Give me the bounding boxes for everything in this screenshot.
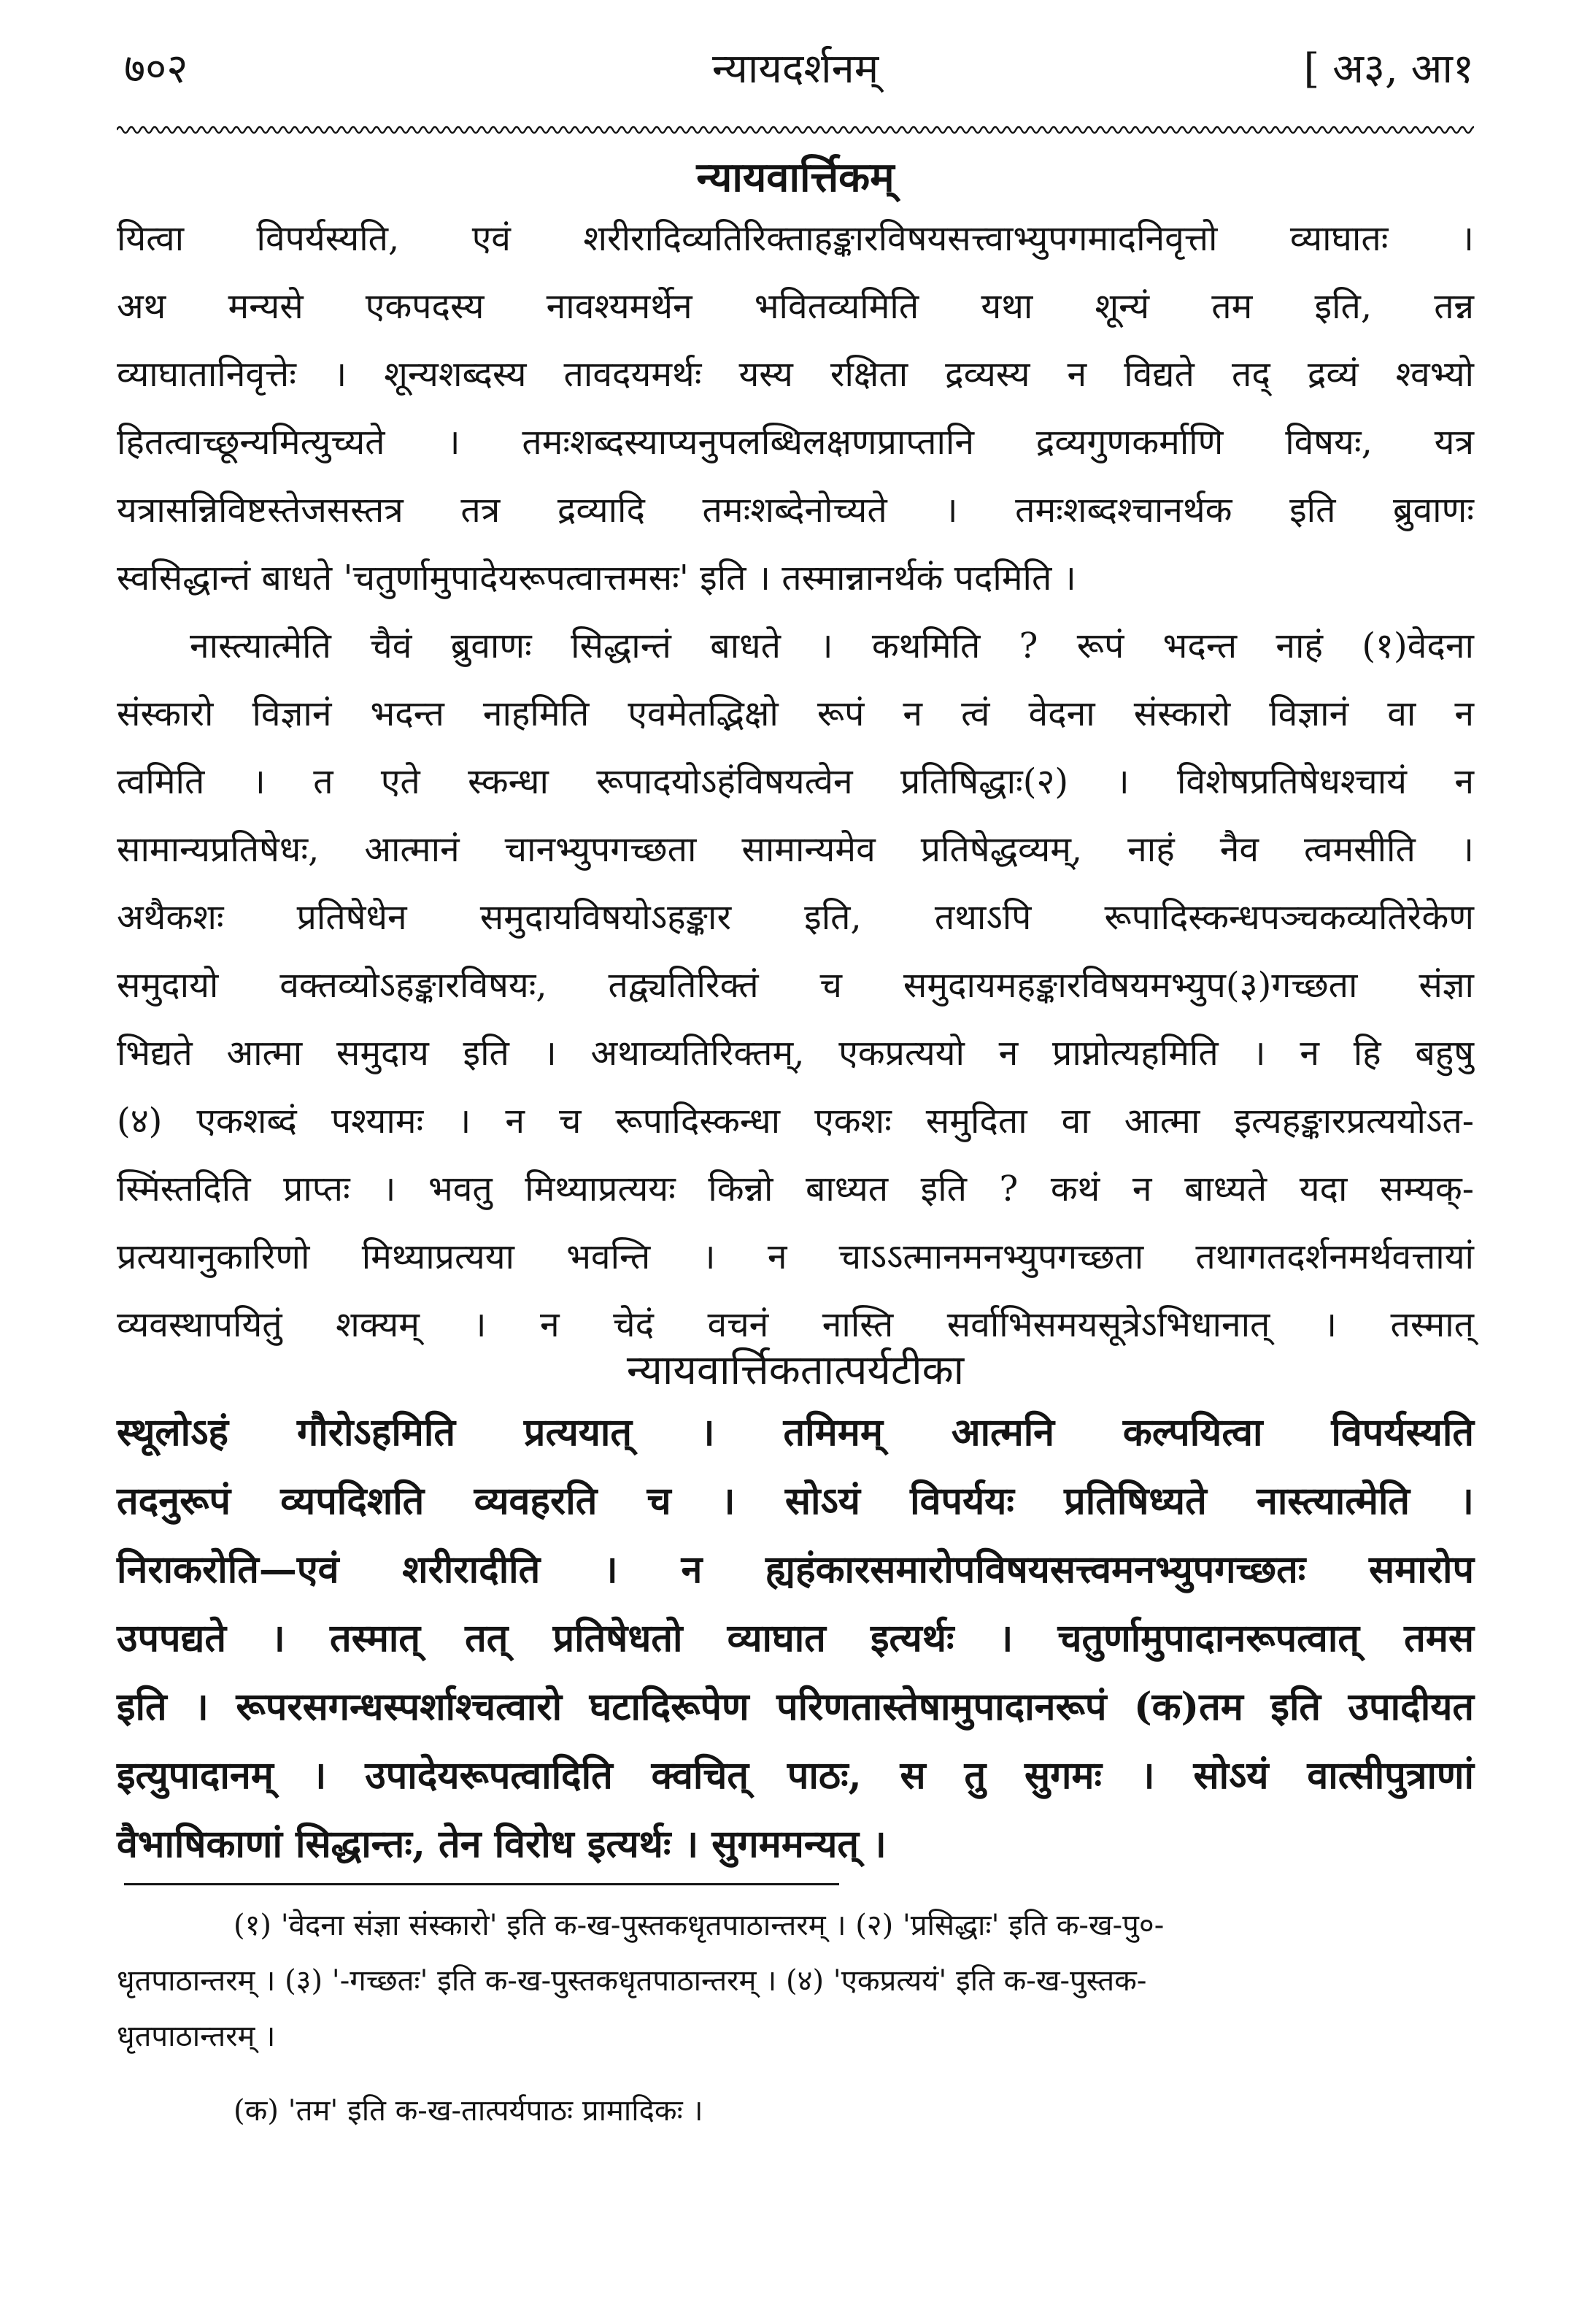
- text-line: समुदायो वक्तव्योऽहङ्कारविषयः, तद्व्यतिरिक्तं च समुदायमहङ्कारविषयमभ्युप(३)गच्छता संज्ञा: [117, 965, 1474, 1006]
- text-line: हितत्वाच्छून्यमित्युच्यते । तमःशब्दस्याप्यनुपलब्धिलक्षणप्राप्तानि द्रव्यगुणकर्माणि विषयः, यत्र: [117, 422, 1474, 463]
- text-line: भिद्यते आत्मा समुदाय इति । अथाव्यतिरिक्तम्, एकप्रत्ययो न प्राप्नोत्यहमिति । न हि बहुषु: [117, 1033, 1474, 1074]
- text-line: अथ मन्यसे एकपदस्य नावश्यमर्थेन भवितव्यमिति यथा शून्यं तम इति, तन्न: [117, 286, 1474, 327]
- text-line: इत्युपादानम् । उपादेयरूपत्वादिति क्वचित् पाठः, स तु सुगमः । सोऽयं वात्सीपुत्राणां: [117, 1753, 1474, 1798]
- section-heading: न्यायवार्त्तिकतात्पर्यटीका: [626, 1347, 965, 1394]
- footnote-line: धृतपाठान्तरम् । (३) '-गच्छतः' इति क-ख-पुस्तकधृतपाठान्तरम् । (४) 'एकप्रत्ययं' इति क-ख-पुस्तक-: [117, 1964, 1147, 1998]
- section-vartika: [117, 150, 1474, 1359]
- text-line: संस्कारो विज्ञानं भदन्त नाहमिति एवमेतद्भिक्षो रूपं न त्वं वेदना संस्कारो विज्ञानं वा न: [117, 693, 1474, 734]
- running-title: न्यायदर्शनम्: [711, 45, 879, 93]
- text-line: व्याघातानिवृत्तेः । शून्यशब्दस्य तावदयमर्थः यस्य रक्षिता द्रव्यस्य न विद्यते तद् द्रव्यं श्वभ्यो: [117, 354, 1474, 395]
- text-line: नास्त्यात्मेति चैवं ब्रुवाणः सिद्धान्तं बाधते । कथमिति ? रूपं भदन्त नाहं (१)वेदना: [190, 626, 1474, 666]
- wavy-header-rule: [117, 123, 1474, 137]
- section-heading: न्यायवार्त्तिकम्: [696, 153, 895, 201]
- running-header: [117, 29, 1474, 109]
- text-line: त्वमिति । त एते स्कन्धा रूपादयोऽहंविषयत्वेन प्रतिषिद्धाः(२) । विशेषप्रतिषेधश्चायं न: [117, 761, 1474, 802]
- footnote-line: धृतपाठान्तरम् ।: [117, 2020, 276, 2053]
- section-tatparya-tika: [117, 1343, 1474, 1879]
- text-line: तदनुरूपं व्यपदिशति व्यवहरति च । सोऽयं विपर्ययः प्रतिषिध्यते नास्त्यात्मेति ।: [117, 1479, 1474, 1523]
- text-line: निराकरोति—एवं शरीरादीति । न ह्यहंकारसमारोपविषयसत्त्वमनभ्युपगच्छतः समारोप: [117, 1547, 1474, 1592]
- text-line: अथैकशः प्रतिषेधेन समुदायविषयोऽहङ्कार इति, तथाऽपि रूपादिस्कन्धपञ्चकव्यतिरेकेण: [117, 897, 1474, 938]
- text-line: (४) एकशब्दं पश्यामः । न च रूपादिस्कन्धा एकशः समुदिता वा आत्मा इत्यहङ्कारप्रत्ययोऽत-: [117, 1101, 1474, 1142]
- text-line: उपपद्यते । तस्मात् तत् प्रतिषेधतो व्याघात इत्यर्थः । चतुर्णामुपादानरूपत्वात् तमस: [117, 1616, 1474, 1661]
- text-line: वैभाषिकाणां सिद्धान्तः, तेन विरोध इत्यर्थः । सुगममन्यत् ।: [117, 1822, 887, 1866]
- footnotes: [117, 1898, 1474, 2139]
- text-line: इति । रूपरसगन्धस्पर्शाश्चत्वारो घटादिरूपेण परिणतास्तेषामुपादानरूपं (क)तम इति उपादीयत: [117, 1685, 1474, 1729]
- text-line: व्यवस्थापयितुं शक्यम् । न चेदं वचनं नास्ति सर्वाभिसमयसूत्रेऽभिधानात् । तस्मात्: [117, 1304, 1474, 1345]
- text-line: स्थूलोऽहं गौरोऽहमिति प्रत्ययात् । तमिमम् आत्मनि कल्पयित्वा विपर्यस्यति: [117, 1410, 1474, 1455]
- footnote-line: (क) 'तम' इति क-ख-तात्पर्यपाठः प्रामादिकः ।: [234, 2094, 703, 2128]
- chapter-reference: [ अ३, आ१: [1303, 45, 1474, 93]
- footnote-rule: [124, 1883, 839, 1885]
- text-line: स्मिंस्तदिति प्राप्तः । भवतु मिथ्याप्रत्ययः किन्नो बाध्यत इति ? कथं न बाध्यते यदा सम्यक्-: [117, 1169, 1474, 1209]
- footnote-line: (१) 'वेदना संज्ञा संस्कारो' इति क-ख-पुस्तकधृतपाठान्तरम् । (२) 'प्रसिद्धाः' इति क-ख-पु०-: [234, 1909, 1165, 1942]
- text-line: यत्रासन्निविष्टस्तेजसस्तत्र तत्र द्रव्यादि तमःशब्देनोच्यते । तमःशब्दश्चानर्थक इति ब्रुवाणः: [117, 490, 1474, 531]
- text-line: स्वसिद्धान्तं बाधते 'चतुर्णामुपादेयरूपत्वात्तमसः' इति । तस्मान्नानर्थकं पदमिति ।: [117, 558, 1076, 599]
- text-line: यित्वा विपर्यस्यति, एवं शरीरादिव्यतिरिक्ताहङ्कारविषयसत्त्वाभ्युपगमादनिवृत्तो व्याघातः ।: [117, 218, 1474, 259]
- text-line: सामान्यप्रतिषेधः, आत्मानं चानभ्युपगच्छता सामान्यमेव प्रतिषेद्धव्यम्, नाहं नैव त्वमसीति ।: [117, 829, 1474, 870]
- text-line: प्रत्ययानुकारिणो मिथ्याप्रत्यया भवन्ति । न चाऽऽत्मानमनभ्युपगच्छता तथागतदर्शनमर्थवत्तायां: [117, 1236, 1474, 1277]
- page-number: ७०२: [124, 45, 188, 93]
